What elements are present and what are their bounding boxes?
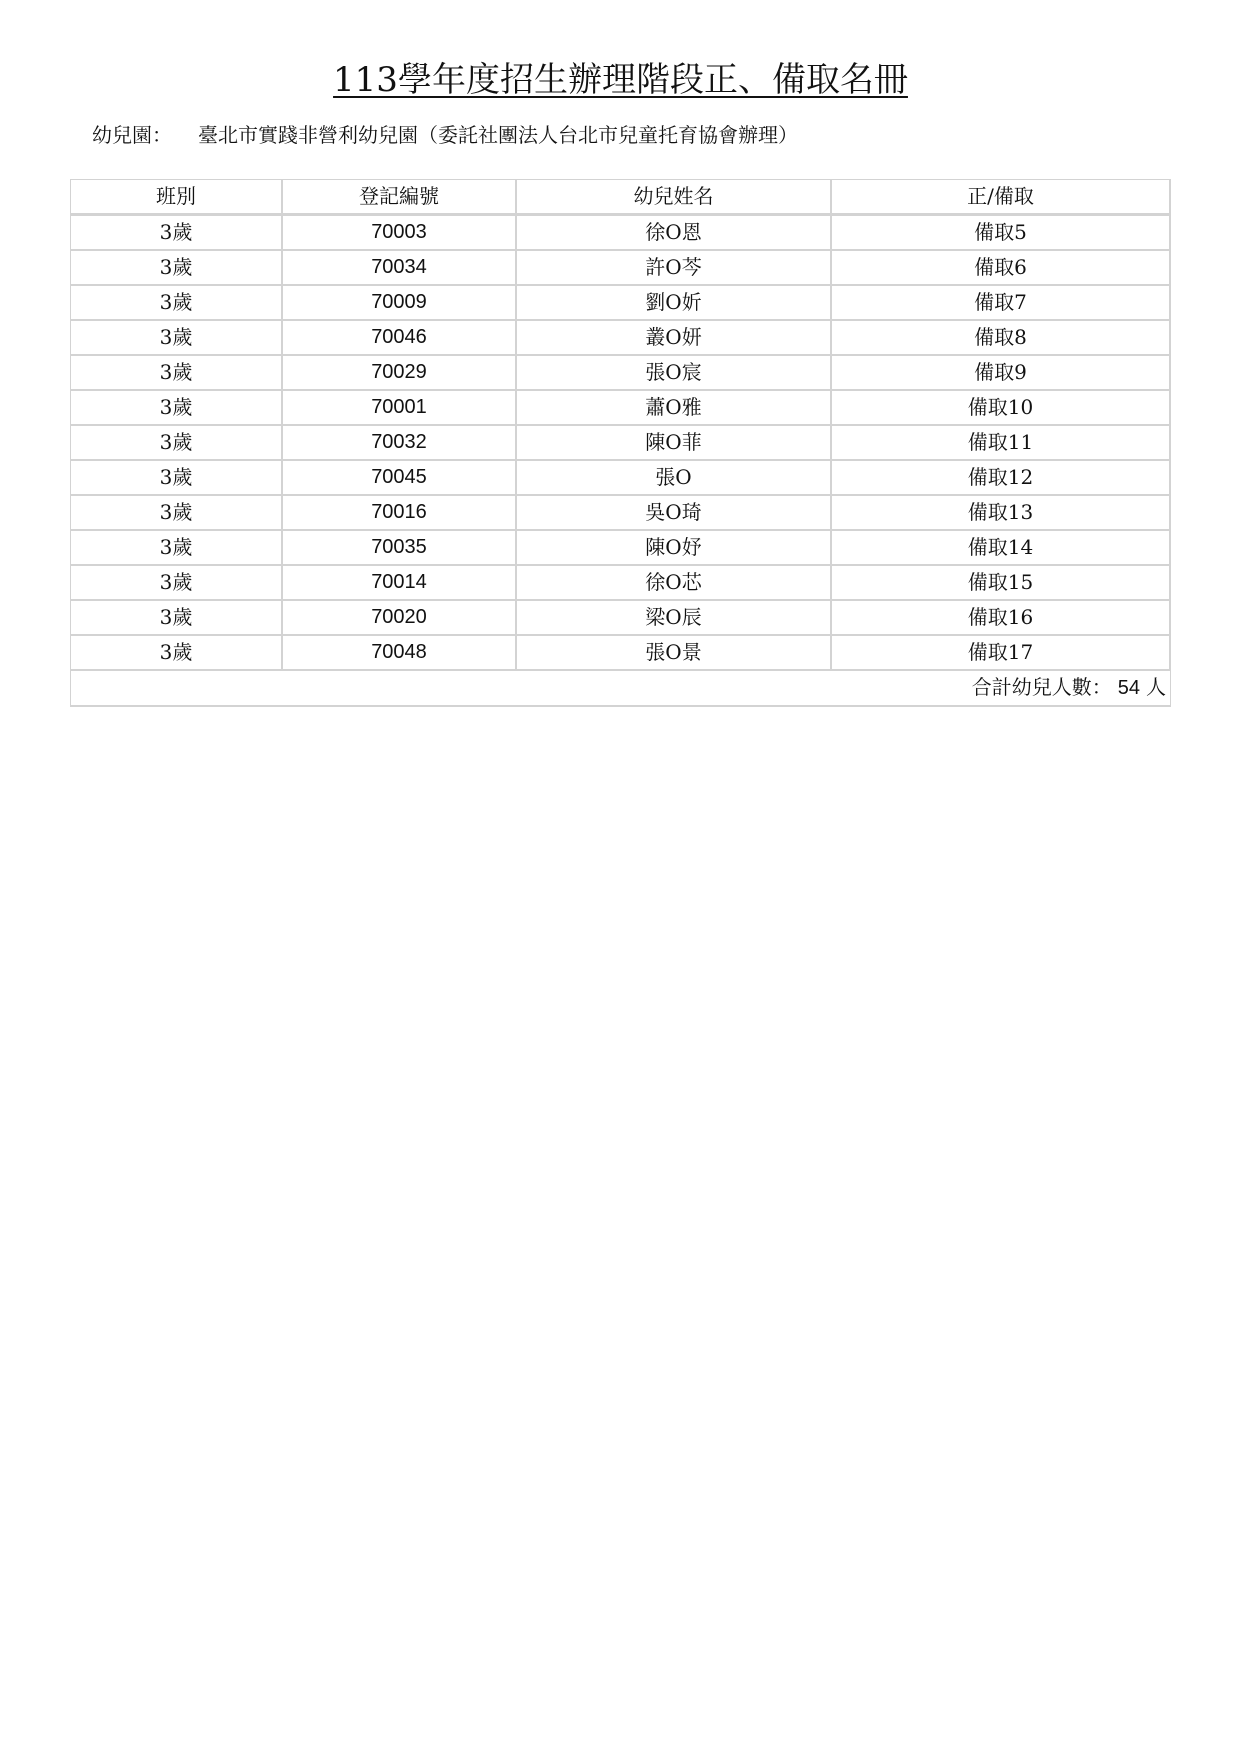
total-count: 54 bbox=[1117, 677, 1140, 699]
table-row bbox=[70, 531, 1171, 566]
school-label: 幼兒園： bbox=[92, 123, 172, 147]
cell-child-name: 劉O妡 bbox=[517, 286, 832, 321]
header-child-name: 幼兒姓名 bbox=[517, 179, 832, 215]
cell-class: 3歲 bbox=[70, 286, 283, 321]
cell-reg-no: 70009 bbox=[283, 286, 517, 321]
cell-reg-no: 70034 bbox=[283, 251, 517, 286]
table-total-row bbox=[70, 671, 1171, 707]
table-row bbox=[70, 391, 1171, 426]
cell-status: 備取8 bbox=[832, 321, 1171, 356]
cell-reg-no: 70045 bbox=[283, 461, 517, 496]
cell-status: 備取5 bbox=[832, 215, 1171, 251]
cell-reg-no: 70014 bbox=[283, 566, 517, 601]
table-row bbox=[70, 601, 1171, 636]
cell-class: 3歲 bbox=[70, 461, 283, 496]
cell-reg-no: 70048 bbox=[283, 636, 517, 671]
table-row bbox=[70, 461, 1171, 496]
cell-status: 備取16 bbox=[832, 601, 1171, 636]
cell-child-name: 張O宸 bbox=[517, 356, 832, 391]
cell-class: 3歲 bbox=[70, 636, 283, 671]
cell-reg-no: 70001 bbox=[283, 391, 517, 426]
cell-reg-no: 70032 bbox=[283, 426, 517, 461]
header-status: 正/備取 bbox=[832, 179, 1171, 215]
table-row bbox=[70, 321, 1171, 356]
cell-child-name: 徐O恩 bbox=[517, 215, 832, 251]
cell-class: 3歲 bbox=[70, 601, 283, 636]
cell-reg-no: 70003 bbox=[283, 215, 517, 251]
cell-class: 3歲 bbox=[70, 251, 283, 286]
cell-reg-no: 70029 bbox=[283, 356, 517, 391]
cell-status: 備取9 bbox=[832, 356, 1171, 391]
table-header-row bbox=[70, 179, 1171, 215]
cell-class: 3歲 bbox=[70, 531, 283, 566]
school-name: 臺北市實踐非營利幼兒園（委託社團法人台北市兒童托育協會辦理） bbox=[198, 123, 798, 147]
cell-reg-no: 70035 bbox=[283, 531, 517, 566]
cell-class: 3歲 bbox=[70, 426, 283, 461]
cell-status: 備取7 bbox=[832, 286, 1171, 321]
table-row bbox=[70, 426, 1171, 461]
cell-class: 3歲 bbox=[70, 356, 283, 391]
cell-status: 備取17 bbox=[832, 636, 1171, 671]
header-class: 班別 bbox=[70, 179, 283, 215]
table-row bbox=[70, 356, 1171, 391]
cell-status: 備取15 bbox=[832, 566, 1171, 601]
cell-child-name: 吳O琦 bbox=[517, 496, 832, 531]
table-row bbox=[70, 286, 1171, 321]
cell-child-name: 蕭O雅 bbox=[517, 391, 832, 426]
header-reg-no: 登記編號 bbox=[283, 179, 517, 215]
cell-reg-no: 70020 bbox=[283, 601, 517, 636]
cell-class: 3歲 bbox=[70, 215, 283, 251]
cell-child-name: 張O bbox=[517, 461, 832, 496]
total-label: 合計幼兒人數： bbox=[971, 675, 1112, 699]
cell-status: 備取6 bbox=[832, 251, 1171, 286]
cell-child-name: 張O景 bbox=[517, 636, 832, 671]
table-row bbox=[70, 215, 1171, 251]
cell-child-name: 陳O菲 bbox=[517, 426, 832, 461]
cell-child-name: 陳O妤 bbox=[517, 531, 832, 566]
cell-reg-no: 70046 bbox=[283, 321, 517, 356]
cell-reg-no: 70016 bbox=[283, 496, 517, 531]
total-unit: 人 bbox=[1146, 675, 1166, 699]
roster-table bbox=[70, 179, 1171, 707]
table-row bbox=[70, 566, 1171, 601]
table-row bbox=[70, 251, 1171, 286]
cell-child-name: 梁O辰 bbox=[517, 601, 832, 636]
cell-status: 備取14 bbox=[832, 531, 1171, 566]
cell-status: 備取12 bbox=[832, 461, 1171, 496]
cell-status: 備取11 bbox=[832, 426, 1171, 461]
table-row bbox=[70, 636, 1171, 671]
total-cell bbox=[70, 671, 1171, 707]
cell-class: 3歲 bbox=[70, 566, 283, 601]
page-title-text: 113學年度招生辦理階段正、備取名冊 bbox=[333, 60, 908, 100]
cell-class: 3歲 bbox=[70, 321, 283, 356]
cell-status: 備取10 bbox=[832, 391, 1171, 426]
school-info bbox=[92, 120, 798, 150]
page-title bbox=[0, 58, 1241, 102]
cell-child-name: 徐O芯 bbox=[517, 566, 832, 601]
cell-class: 3歲 bbox=[70, 496, 283, 531]
table-row bbox=[70, 496, 1171, 531]
cell-child-name: 叢O妍 bbox=[517, 321, 832, 356]
cell-status: 備取13 bbox=[832, 496, 1171, 531]
cell-class: 3歲 bbox=[70, 391, 283, 426]
cell-child-name: 許O芩 bbox=[517, 251, 832, 286]
